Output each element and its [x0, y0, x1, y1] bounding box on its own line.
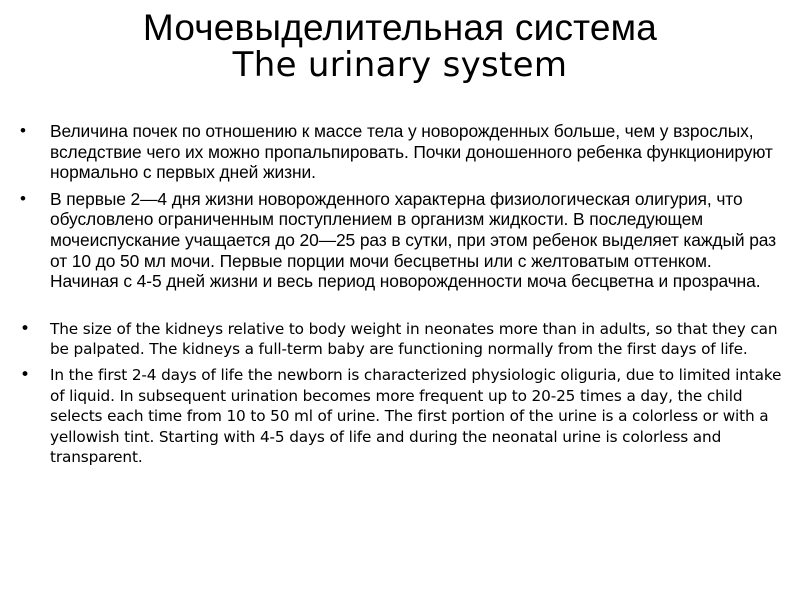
bullet-dot-icon: •: [20, 318, 30, 339]
bullet-dot-icon: •: [20, 364, 30, 385]
bullet-text: The size of the kidneys relative to body weight in neonates more than in adults, so that they can be palpated. The kidneys a full-term baby are functioning normally from the first days of life.: [50, 319, 778, 359]
bullet-list: [20, 121, 782, 468]
slide-title: [0, 7, 800, 86]
bullet-text: Величина почек по отношению к массе тела у новорожденных больше, чем у взрослых, вследствие чего их можно пропальпировать. Почки доношенного ребенка функционируют нормально с первых дней жизни.: [50, 121, 773, 183]
slide-title-english: The urinary system: [232, 45, 568, 86]
bullet-text: In the first 2-4 days of life the newborn is characterized physiologic oliguria, due to limited intake of liquid. In subsequent urination becomes more frequent up to 20-25 times a day, the child selects each time from 10 to 50 ml of urine. The first portion of the urine is a colorless or with a yellowish tint. Starting with 4-5 days of life and during the neonatal urine is colorless and transparent.: [50, 365, 782, 467]
slide-title-russian: Мочевыделительная система: [142, 7, 658, 48]
bullet-item-en-kidney-size: [20, 318, 782, 360]
bullet-item-ru-oliguria: [20, 188, 782, 292]
bullet-text: В первые 2—4 дня жизни новорожденного характерна физиологическая олигурия, что обусловлено ограниченным поступлением в организм жидкости. В последующем мочеиспускание учащается до 20—25 раз в сутки, при этом ребенок выделяет каждый раз от 10 до 50 мл мочи. Первые порции мочи бесцветны или с желтоватым оттенком. Начиная с 4-5 дней жизни и весь период новорожденности моча бесцветна и прозрачна.: [50, 188, 777, 292]
bullet-item-ru-kidney-size: [20, 121, 782, 183]
bullet-dot-icon: •: [20, 121, 26, 140]
bullet-item-en-oliguria: [20, 364, 782, 468]
bullet-dot-icon: •: [20, 188, 26, 208]
